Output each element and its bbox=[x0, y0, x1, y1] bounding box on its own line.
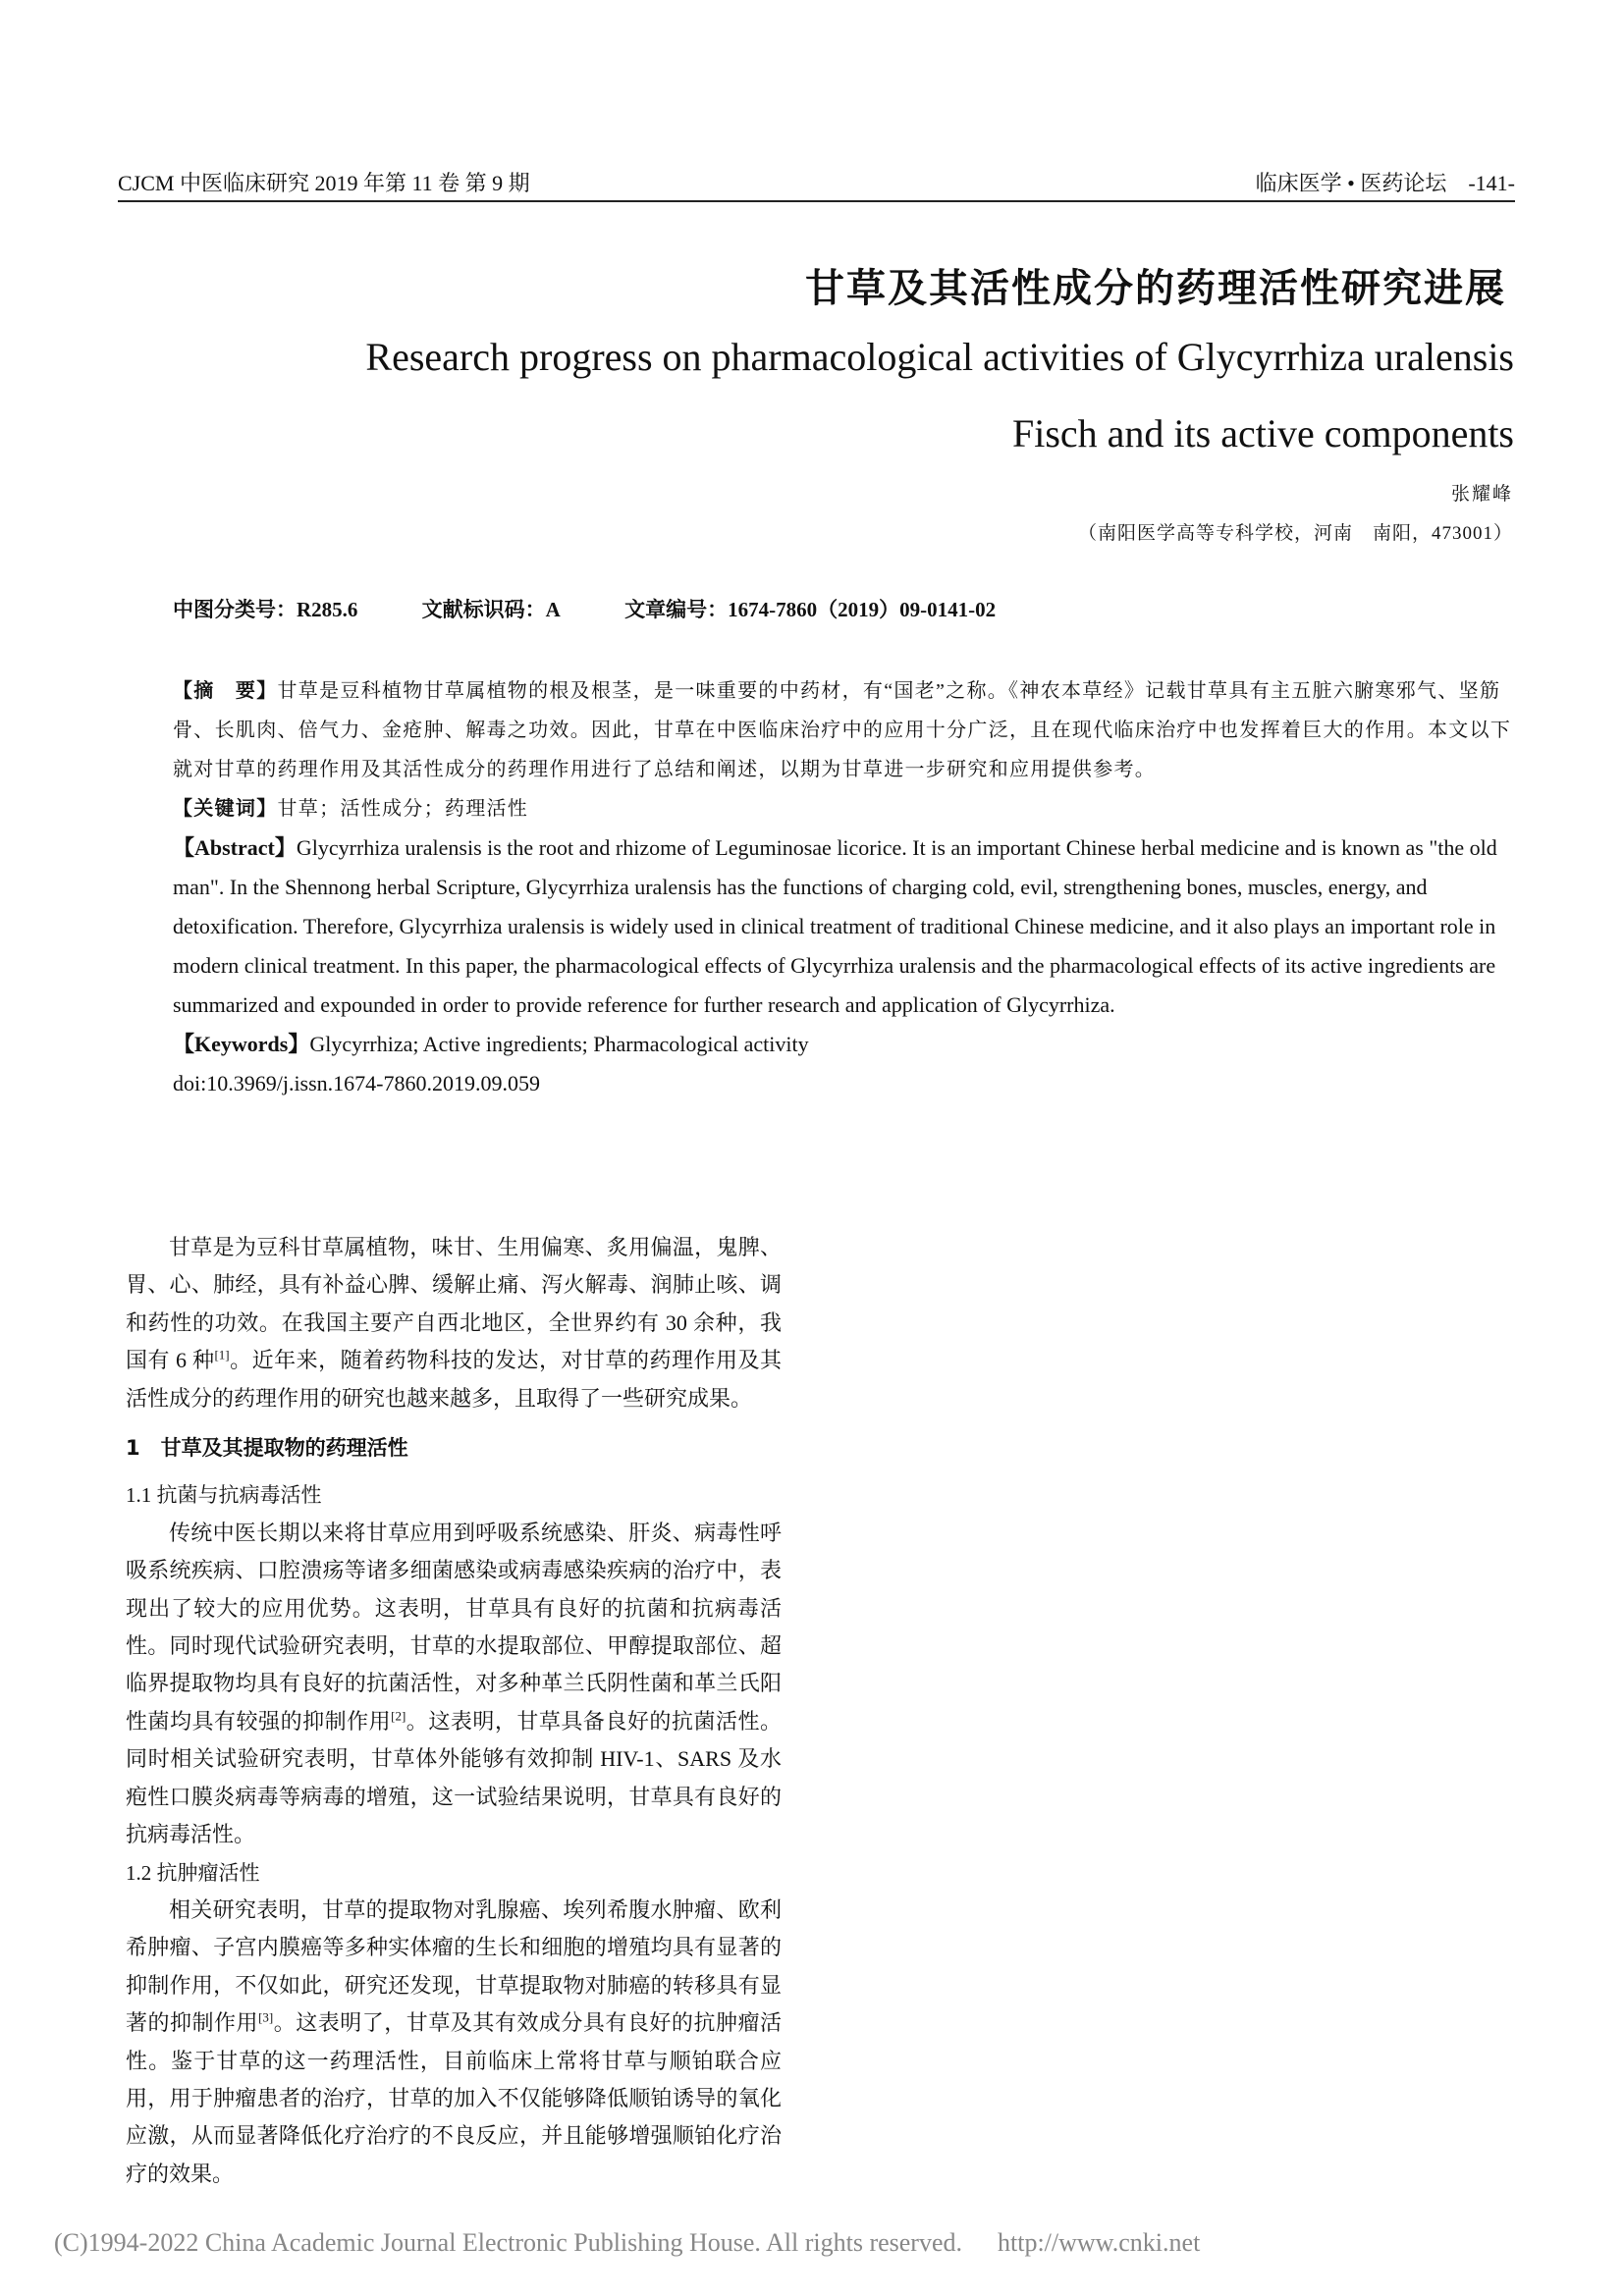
keywords-english bbox=[173, 1025, 1518, 1064]
journal-info: CJCM 中医临床研究 2019 年第 11 卷 第 9 期 bbox=[118, 171, 530, 195]
doi-text[interactable]: doi:10.3969/j.issn.1674-7860.2019.09.059 bbox=[173, 1071, 541, 1095]
citation-3[interactable]: [3] bbox=[258, 2009, 274, 2025]
article-metadata bbox=[173, 594, 1055, 623]
keywords-text-cn: 甘草；活性成分；药理活性 bbox=[277, 798, 529, 820]
citation-1[interactable]: [1] bbox=[214, 1347, 230, 1362]
body-column-left bbox=[126, 1229, 782, 2193]
copyright-footer bbox=[54, 2228, 1200, 2258]
article-number: 文章编号：1674-7860（2019）09-0141-02 bbox=[624, 598, 997, 621]
copyright-text: (C)1994-2022 China Academic Journal Electronic Publishing House. All rights reserved. bbox=[54, 2228, 962, 2257]
keywords-chinese bbox=[173, 789, 1518, 828]
abstract-label-en: 【Abstract】 bbox=[173, 835, 297, 860]
abstract-chinese bbox=[173, 671, 1518, 789]
section-name: 临床医学 • 医药论坛 bbox=[1255, 171, 1447, 195]
running-header bbox=[118, 165, 1515, 202]
abstract-section bbox=[173, 671, 1518, 1103]
title-english-line2: Fisch and its active components bbox=[1011, 411, 1514, 455]
title-chinese: 甘草及其活性成分的药理活性研究进展 bbox=[805, 266, 1506, 311]
paragraph-antibacterial bbox=[126, 1515, 782, 1854]
keywords-label-en: 【Keywords】 bbox=[173, 1032, 310, 1056]
paragraph-antitumor bbox=[126, 1892, 782, 2193]
citation-2[interactable]: [2] bbox=[391, 1708, 406, 1724]
keywords-label-cn: 【关键词】 bbox=[173, 798, 278, 820]
abstract-english bbox=[173, 828, 1518, 1025]
text: 甘草是为豆科甘草属植物，味甘、生用偏寒、炙用偏温，鬼脾、胃、心、肺经，具有补益心脾、缓解止痛、泻火解毒、润肺止咳、调和药性的功效。在我国主要产自西北地区，全世界约有 30 余种，我国有 6 种 bbox=[126, 1235, 782, 1373]
section-page bbox=[1256, 167, 1515, 197]
doi[interactable] bbox=[173, 1064, 1518, 1103]
affiliation: （南阳医学高等专科学校，河南 南阳，473001） bbox=[1077, 523, 1513, 544]
text: 传统中医长期以来将甘草应用到呼吸系统感染、肝炎、病毒性呼吸系统疾病、口腔溃疡等诸多细菌感染或病毒感染疾病的治疗中，表现出了较大的应用优势。这表明，甘草具有良好的抗菌和抗病毒活性。同时现代试验研究表明，甘草的水提取部位、甲醇提取部位、超临界提取物均具有良好的抗菌活性，对多种革兰氏阴性菌和革兰氏阳性菌均具有较强的抑制作用 bbox=[126, 1520, 782, 1734]
text: 。这表明了，甘草及其有效成分具有良好的抗肿瘤活性。鉴于甘草的这一药理活性，目前临床上常将甘草与顺铂联合应用，用于肿瘤患者的治疗，甘草的加入不仅能够降低顺铂诱导的氧化应激，从而显著降低化疗治疗的不良反应，并且能够增强顺铂化疗治疗的效果。 bbox=[126, 2010, 782, 2186]
text: 。这表明，甘草具备良好的抗菌活性。同时相关试验研究表明，甘草体外能够有效抑制 HIV-1、SARS 及水疱性口膜炎病毒等病毒的增殖，这一试验结果说明，甘草具有良好的抗病毒活性。 bbox=[126, 1708, 782, 1847]
section-heading-1: 1 甘草及其提取物的药理活性 bbox=[126, 1436, 408, 1461]
abstract-text-en: Glycyrrhiza uralensis is the root and rhizome of Leguminosae licorice. It is an important Chinese herbal medicine and is known as "the old man". In the Shennong herbal Scripture, Glycyrrhiza uralensis has the functions of charging cold, evil, strengthening bones, muscles, energy, and detoxification. Therefore, Glycyrrhiza uralensis is widely used in clinical treatment of traditional Chinese medicine, and it also plays an important role in modern clinical treatment. In this paper, the pharmacological effects of Glycyrrhiza uralensis and the pharmacological effects of its active ingredients are summarized and expounded in order to provide reference for further research and application of Glycyrrhiza. bbox=[173, 835, 1497, 1017]
page-number: -141- bbox=[1468, 171, 1515, 195]
footer-url[interactable]: http://www.cnki.net bbox=[998, 2228, 1201, 2257]
section-heading-1-1: 1.1 抗菌与抗病毒活性 bbox=[126, 1483, 322, 1508]
keywords-text-en: Glycyrrhiza; Active ingredients; Pharmacological activity bbox=[309, 1032, 809, 1056]
text: 。近年来，随着药物科技的发达，对甘草的药理作用及其活性成分的药理作用的研究也越来越多，且取得了一些研究成果。 bbox=[126, 1348, 782, 1411]
author: 张耀峰 bbox=[1450, 484, 1513, 505]
title-english-line1: Research progress on pharmacological activities of Glycyrrhiza uralensis bbox=[365, 335, 1514, 379]
abstract-label-cn: 【摘 要】 bbox=[173, 680, 278, 702]
abstract-text-cn: 甘草是豆科植物甘草属植物的根及根茎，是一味重要的中药材，有“国老”之称。《神农本草经》记载甘草具有主五脏六腑寒邪气、坚筋骨、长肌肉、倍气力、金疮肿、解毒之功效。因此，甘草在中医临床治疗中的应用十分广泛，且在现代临床治疗中也发挥着巨大的作用。本文以下就对甘草的药理作用及其活性成分的药理作用进行了总结和阐述，以期为甘草进一步研究和应用提供参考。 bbox=[173, 680, 1512, 780]
clc-number: 中图分类号：R285.6 bbox=[173, 598, 358, 621]
document-code: 文献标识码：A bbox=[421, 598, 561, 621]
paragraph-intro bbox=[126, 1229, 782, 1417]
section-heading-1-2: 1.2 抗肿瘤活性 bbox=[126, 1860, 260, 1885]
text: 相关研究表明，甘草的提取物对乳腺癌、埃列希腹水肿瘤、欧利希肿瘤、子宫内膜癌等多种实体瘤的生长和细胞的增殖均具有显著的抑制作用，不仅如此，研究还发现，甘草提取物对肺癌的转移具有显著的抑制作用 bbox=[126, 1896, 782, 2036]
